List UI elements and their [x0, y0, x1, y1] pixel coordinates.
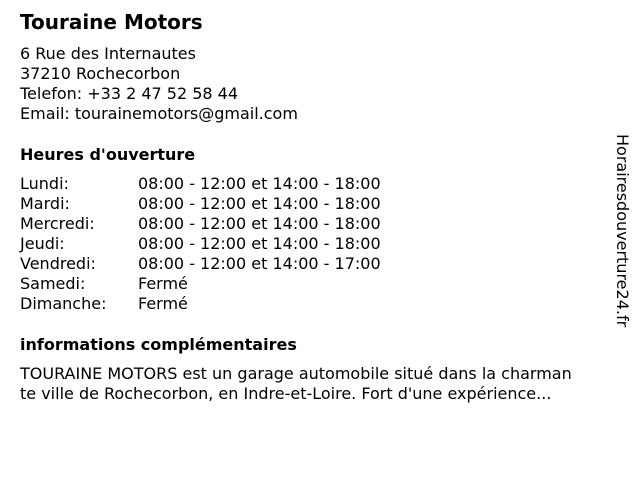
opening-hours-table	[20, 174, 381, 314]
site-watermark: Horairesdouverture24.fr	[613, 134, 632, 328]
hours-row-thursday	[20, 234, 381, 254]
hours-row-saturday	[20, 274, 381, 294]
day-hours: Fermé	[138, 274, 188, 293]
address-city: 37210 Rochecorbon	[20, 64, 181, 83]
day-label: Dimanche:	[20, 294, 107, 313]
business-description	[20, 364, 620, 404]
day-label: Samedi:	[20, 274, 86, 293]
day-hours: Fermé	[138, 294, 188, 313]
address-street: 6 Rue des Internautes	[20, 44, 196, 63]
day-hours: 08:00 - 12:00 et 14:00 - 18:00	[138, 194, 381, 213]
day-hours: 08:00 - 12:00 et 14:00 - 18:00	[138, 214, 381, 233]
description-line-1: TOURAINE MOTORS est un garage automobile situé dans la charman	[20, 364, 572, 383]
description-line-2: te ville de Rochecorbon, en Indre-et-Loire. Fort d'une expérience...	[20, 384, 552, 403]
hours-row-tuesday	[20, 194, 381, 214]
day-label: Mardi:	[20, 194, 70, 213]
day-label: Lundi:	[20, 174, 69, 193]
day-label: Vendredi:	[20, 254, 96, 273]
phone-number: Telefon: +33 2 47 52 58 44	[20, 84, 239, 103]
hours-row-friday	[20, 254, 381, 274]
day-hours: 08:00 - 12:00 et 14:00 - 18:00	[138, 174, 381, 193]
hours-row-wednesday	[20, 214, 381, 234]
day-hours: 08:00 - 12:00 et 14:00 - 18:00	[138, 234, 381, 253]
opening-hours-heading: Heures d'ouverture	[20, 145, 196, 164]
contact-block	[20, 44, 298, 124]
additional-info-heading: informations complémentaires	[20, 335, 297, 354]
day-label: Jeudi:	[20, 234, 65, 253]
hours-row-sunday	[20, 294, 381, 314]
email-address: Email: tourainemotors@gmail.com	[20, 104, 298, 123]
business-name: Touraine Motors	[20, 10, 203, 34]
day-label: Mercredi:	[20, 214, 95, 233]
hours-row-monday	[20, 174, 381, 194]
day-hours: 08:00 - 12:00 et 14:00 - 17:00	[138, 254, 381, 273]
